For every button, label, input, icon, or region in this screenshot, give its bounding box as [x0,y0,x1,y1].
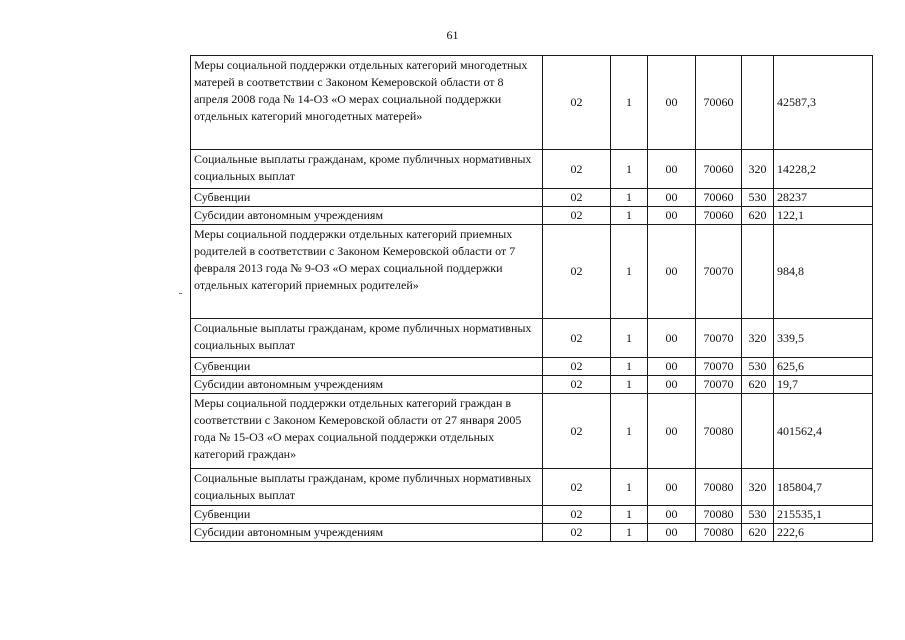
row-type: 320 [742,150,774,189]
row-code: 70070 [696,225,742,319]
row-subsection: 1 [611,376,648,394]
row-program: 00 [648,524,696,542]
budget-table [190,55,873,542]
row-amount: 222,6 [774,524,873,542]
page-number: 61 [446,28,459,42]
row-amount: 19,7 [774,376,873,394]
row-name: Социальные выплаты гражданам, кроме публичных нормативных социальных выплат [191,150,543,189]
row-code: 70080 [696,469,742,506]
table-row [191,469,873,506]
row-name: Социальные выплаты гражданам, кроме публичных нормативных социальных выплат [191,319,543,358]
row-amount: 339,5 [774,319,873,358]
row-code: 70080 [696,506,742,524]
table-row [191,189,873,207]
row-program: 00 [648,506,696,524]
row-name: Субвенции [191,506,543,524]
row-subsection: 1 [611,225,648,319]
table-row [191,56,873,150]
table-row [191,150,873,189]
row-type [742,394,774,469]
table-row [191,207,873,225]
row-section: 02 [543,207,611,225]
row-code: 70060 [696,207,742,225]
row-subsection: 1 [611,358,648,376]
row-name: Субвенции [191,358,543,376]
row-section: 02 [543,56,611,150]
row-program: 00 [648,189,696,207]
row-section: 02 [543,189,611,207]
row-amount: 401562,4 [774,394,873,469]
row-type: 620 [742,376,774,394]
row-section: 02 [543,319,611,358]
row-code: 70060 [696,189,742,207]
row-program: 00 [648,150,696,189]
row-program: 00 [648,56,696,150]
row-type [742,56,774,150]
row-program: 00 [648,469,696,506]
row-program: 00 [648,376,696,394]
row-name: Социальные выплаты гражданам, кроме публичных нормативных социальных выплат [191,469,543,506]
row-type: 530 [742,506,774,524]
row-subsection: 1 [611,56,648,150]
row-section: 02 [543,358,611,376]
row-amount: 28237 [774,189,873,207]
row-code: 70070 [696,376,742,394]
row-subsection: 1 [611,207,648,225]
row-section: 02 [543,225,611,319]
row-code: 70060 [696,150,742,189]
row-name: Меры социальной поддержки отдельных категорий граждан в соответствии с Законом Кемеровской области от 27 января 2005 года № 15-ОЗ «О мерах социальной поддержки отдельных категорий граждан» [191,394,543,469]
row-type [742,225,774,319]
row-program: 00 [648,319,696,358]
row-code: 70080 [696,394,742,469]
row-subsection: 1 [611,189,648,207]
row-code: 70070 [696,319,742,358]
row-subsection: 1 [611,150,648,189]
row-section: 02 [543,376,611,394]
row-amount: 42587,3 [774,56,873,150]
row-program: 00 [648,358,696,376]
row-program: 00 [648,394,696,469]
row-amount: 215535,1 [774,506,873,524]
row-section: 02 [543,506,611,524]
table-row [191,225,873,319]
row-code: 70070 [696,358,742,376]
row-type: 530 [742,189,774,207]
row-subsection: 1 [611,469,648,506]
row-section: 02 [543,469,611,506]
row-code: 70080 [696,524,742,542]
row-type: 620 [742,207,774,225]
row-type: 620 [742,524,774,542]
row-amount: 984,8 [774,225,873,319]
table-row [191,394,873,469]
table-row [191,319,873,358]
row-amount: 14228,2 [774,150,873,189]
row-name: Субсидии автономным учреждениям [191,524,543,542]
row-type: 530 [742,358,774,376]
row-type: 320 [742,469,774,506]
table-row [191,524,873,542]
row-section: 02 [543,150,611,189]
row-amount: 185804,7 [774,469,873,506]
row-name: Субвенции [191,189,543,207]
row-subsection: 1 [611,524,648,542]
row-section: 02 [543,524,611,542]
row-name: Меры социальной поддержки отдельных категорий приемных родителей в соответствии с Законом Кемеровской области от 7 февраля 2013 года № 9-ОЗ «О мерах социальной поддержки отдельных категорий приемных родителей» [191,225,543,319]
row-name: Меры социальной поддержки отдельных категорий многодетных матерей в соответствии с Законом Кемеровской области от 8 апреля 2008 года № 14-ОЗ «О мерах социальной поддержки отдельных категорий многодетных матерей» [191,56,543,150]
row-code: 70060 [696,56,742,150]
row-name: Субсидии автономным учреждениям [191,376,543,394]
table-row [191,358,873,376]
row-amount: 122,1 [774,207,873,225]
row-section: 02 [543,394,611,469]
row-program: 00 [648,225,696,319]
row-subsection: 1 [611,319,648,358]
row-program: 00 [648,207,696,225]
row-amount: 625,6 [774,358,873,376]
row-type: 320 [742,319,774,358]
row-name: Субсидии автономным учреждениям [191,207,543,225]
table-row [191,506,873,524]
table-row [191,376,873,394]
row-subsection: 1 [611,394,648,469]
scan-speck [179,293,182,294]
row-subsection: 1 [611,506,648,524]
